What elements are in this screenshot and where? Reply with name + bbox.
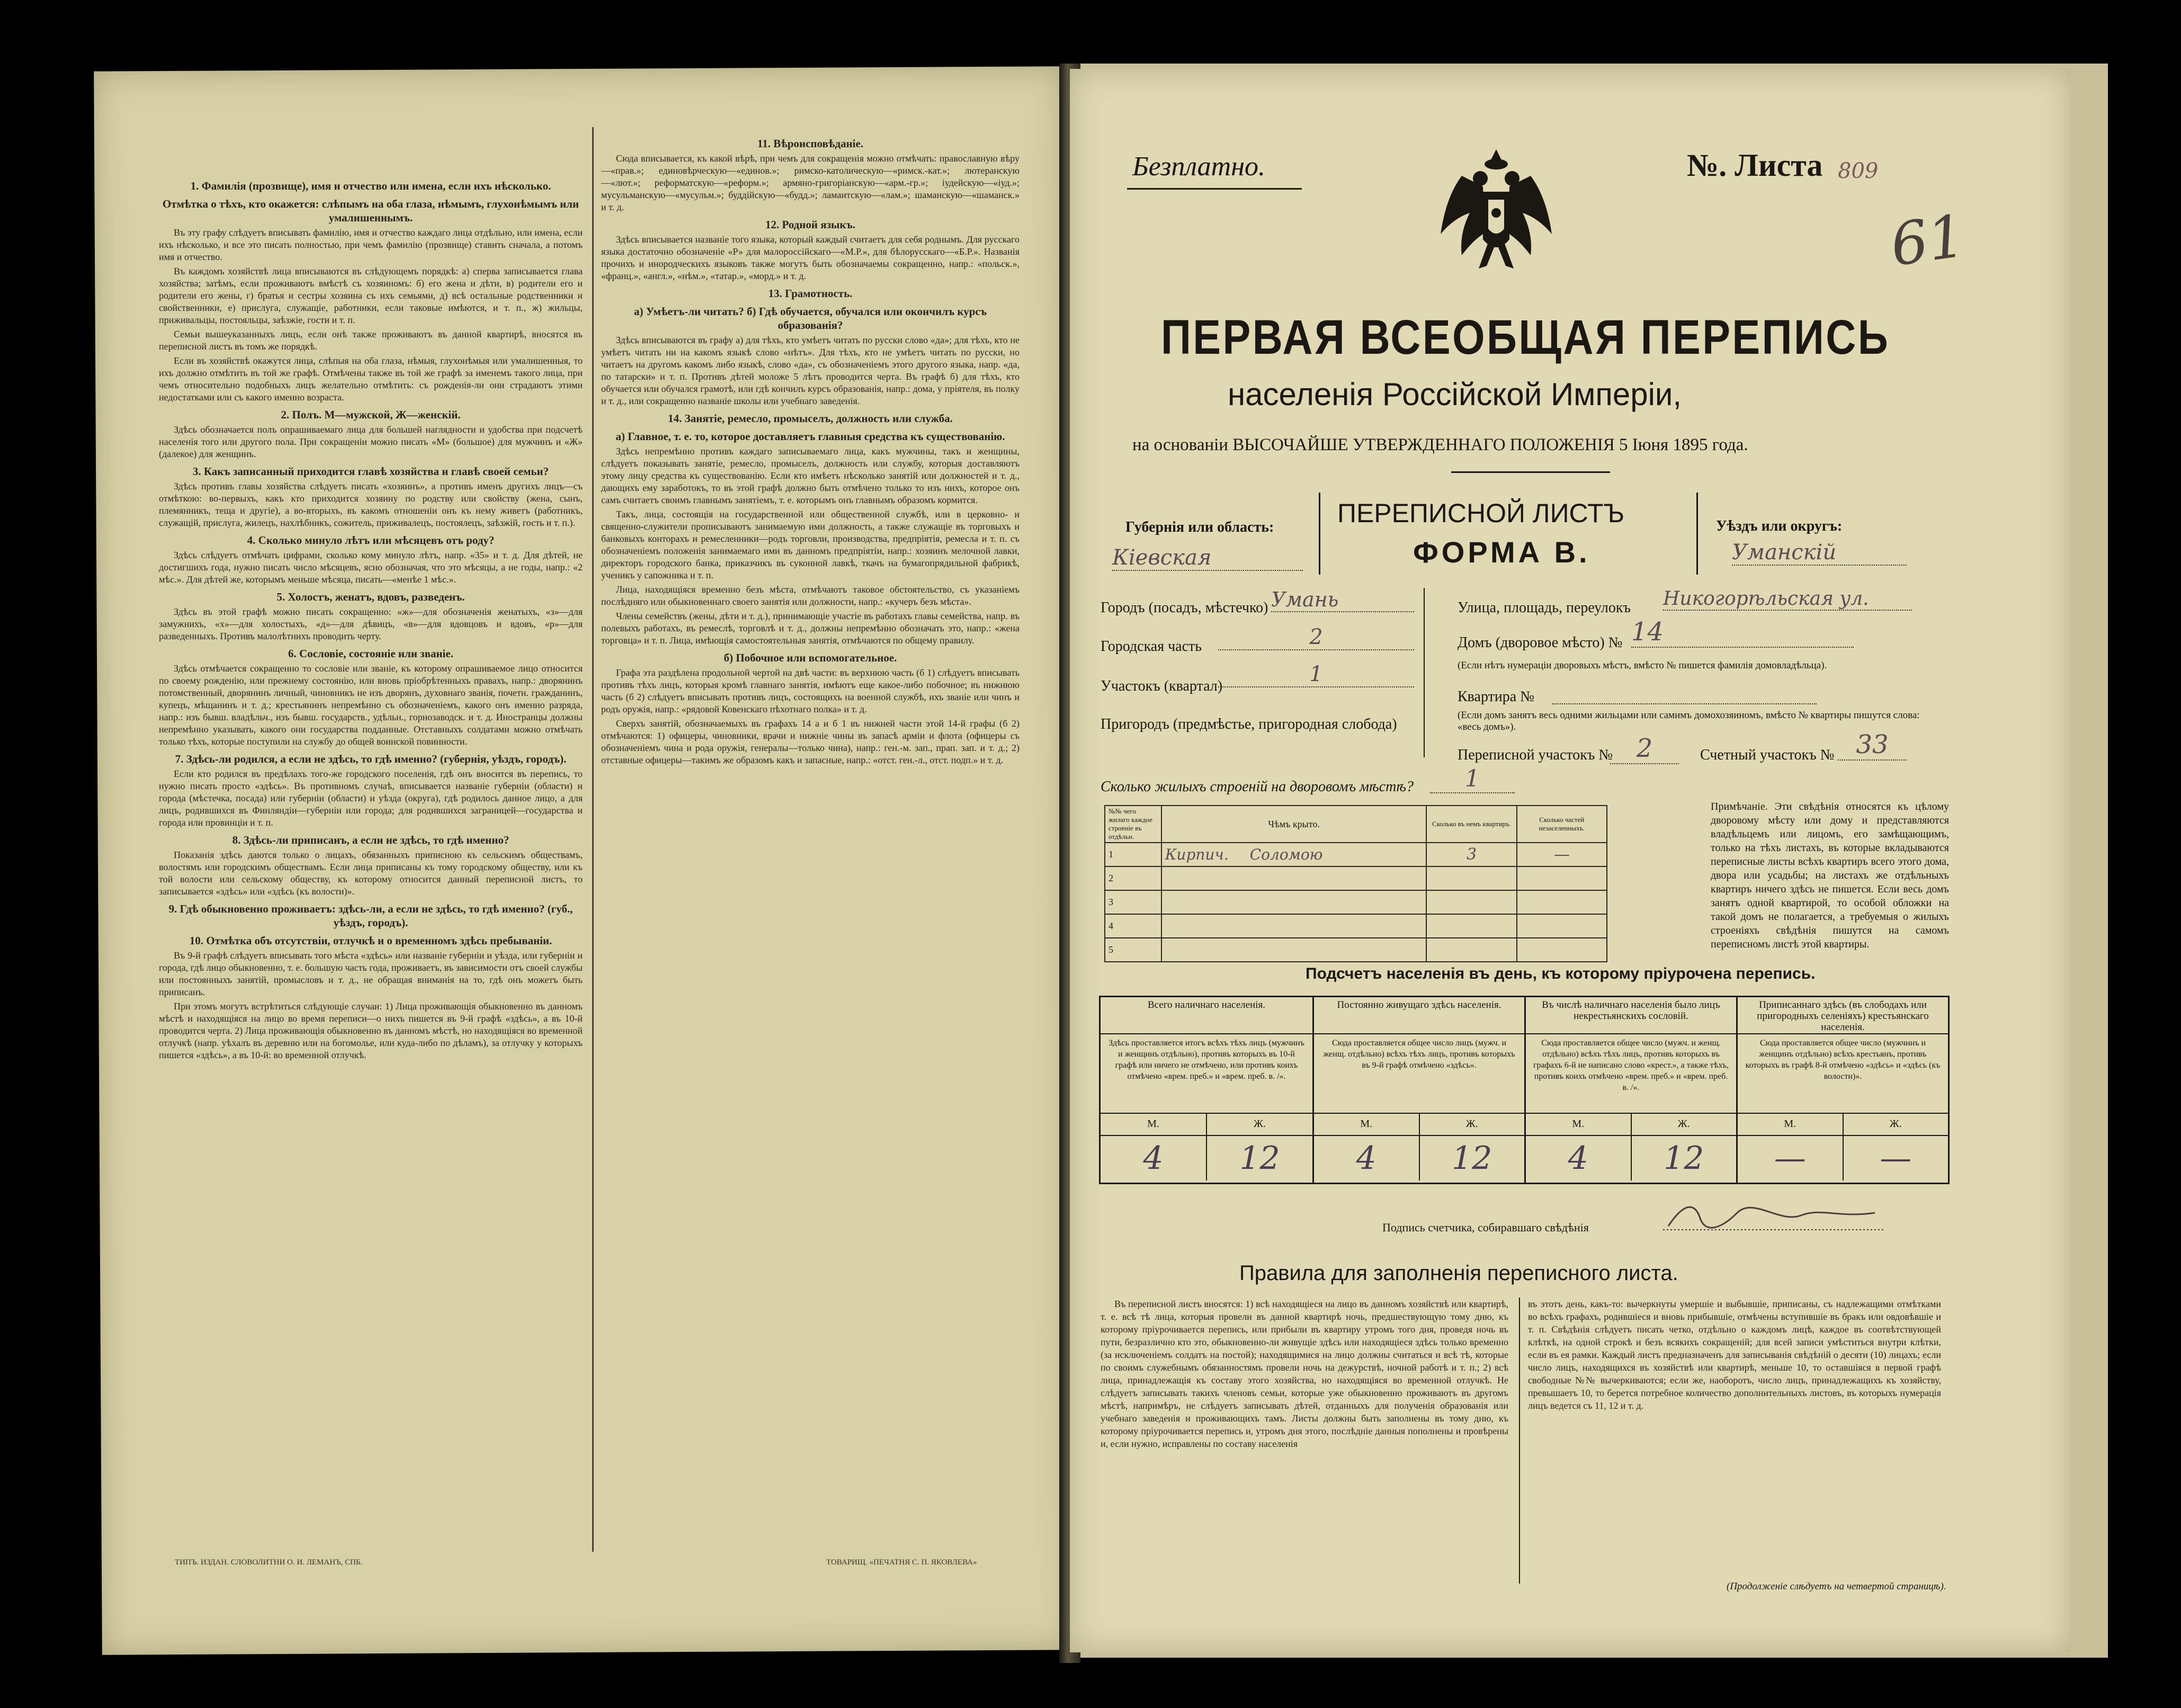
city-part-value: 2 (1218, 625, 1414, 650)
section-heading: 3. Какъ записанный приходится главѣ хозяйства и главѣ своей семьи? (192, 465, 549, 478)
bt-cell-roof (1161, 914, 1427, 938)
count-column (1312, 997, 1524, 1183)
column-divider (592, 127, 594, 1552)
section-heading: 11. Вѣроисповѣданіе. (757, 137, 864, 150)
paragraph: Здѣсь вписываются въ графу а) для тѣхъ, кто умѣетъ читать по русски слово «да»; для тѣхъ, кто не умѣетъ читать ни на какомъ языкѣ слово «нѣтъ». Для тѣхъ, кто не умѣетъ читать по русски, но читаетъ на другомъ какомъ либо языкѣ, слово «да», съ обозначеніемъ этого другого языка, напр. «да, по татарски» и т. п. Противъ дѣтей моложе 5 лѣтъ проводится черта. Въ графѣ б) для тѣхъ, кто обучается или обучался грамотѣ, или гдѣ кончилъ курсъ образованія, напр.: дома, у пріятеля, въ полку и т. д., или сокращенно названіе школы или учебнаго заведенія. (601, 335, 1020, 406)
free-underline (1127, 188, 1302, 190)
rules-column-2: въ этотъ день, какъ-то: вычеркнуты умершіе и выбывшіе, приписаны, съ надлежащими отмѣтками во всѣхъ графахъ, родившіеся и вновь прибывшіе, отмѣчены вступившіе въ бракъ или овдовѣвшіе и т. п. Свѣдѣнія слѣдуетъ писать четко, отдѣльно о каждомъ лицѣ, каждое въ соотвѣтствующей клѣткѣ, на одной строкѣ и безъ всякихъ сокращеній; для всей записи умѣститься внутри клѣтки, если въ ея рамки. Каждый листъ предназначенъ для записыванія свѣдѣній о десяти (10) лицахъ; если число лицъ, находящихся въ хозяйствѣ или квартирѣ, меньше 10, то оставшіяся в первой графѣ свободные №№ вычеркиваются; если же, наоборотъ, число лицъ, принадлежащихъ къ хозяйству, превышаетъ 10, то берется потребное количество дополнительныхъ листовъ, въ которыхъ нумерація лицъ ведется съ 11, 12 и т. д. (1528, 1299, 1941, 1411)
table-row (1105, 890, 1607, 914)
bt-cell-apts (1426, 866, 1516, 890)
male-label: М. (1101, 1114, 1207, 1135)
bt-cell-apts (1426, 938, 1516, 962)
paragraph: Лица, находящіяся временно безъ мѣста, отмѣчаютъ таковое обстоятельство, съ указаніемъ послѣдняго или обыкновеннаго своего занятія или должности, напр.: «кучеръ безъ мѣста». (601, 584, 1020, 607)
count-column (1524, 997, 1736, 1183)
left-page-column-1 (159, 175, 583, 1552)
buildings-answer: 1 (1430, 765, 1515, 793)
count-header: Всего наличнаго населенія. (1101, 997, 1312, 1034)
rules-column-1: Въ переписной листъ вносятся: 1) всѣ находящіеся на лицо въ данномъ хозяйствѣ или квартирѣ, т. е. всѣ тѣ лица, которыя провели въ данной квартирѣ ночь, предшествующую тому дню, къ которому пріурочивается перепись, или прибыли въ квартиру утромъ того дня, проведя ночь въ пути, безразлично кто это, обыкновенно-ли живущіе здѣсь или находящіеся здѣсь только временно (за исключеніемъ солдатъ на постой); находящимися на лицо должны считаться и всѣ тѣ, которые по своимъ служебнымъ обязанностямъ провели ночь на дежурствѣ, ночной работѣ и т. п.; 2) всѣ лица, принадлежащія къ составу этого хозяйства, но находящіяся во временной отлучкѣ. Не слѣдуетъ записывать такихъ членовъ семьи, которые уже обыкновенно проживаютъ въ другомъ мѣстѣ, напримѣръ, не слѣдуетъ записывать дѣтей, отданныхъ для полученія образованія или учебнаго заведенія и проживающихъ тамъ. Листы должны быть заполнены въ тому дню, къ которому пріурочивается перепись и, утромъ дня этого, послѣдніе данныя пополнены и провѣрены и, если нужно, исправлены по составу населенія (1101, 1299, 1508, 1449)
count-description: Сюда проставляется общее число лицъ (мужч. и женщ. отдѣльно) всѣхъ тѣхъ лицъ, противъ которыхъ въ 9-й графѣ отмѣчено «здѣсь». (1314, 1034, 1524, 1114)
count-column (1736, 997, 1948, 1183)
paragraph: Здѣсь вписывается названіе того языка, который каждый считаетъ для себя роднымъ. Для русскаго языка достаточно обозначеніе «Р» для малороссійскаго—«М.Р.», для бѣлорусскаго—«Б.Р.». Названія прочихъ и инородческихъ языковъ также могутъ быть обозначаемы сокращенно, напр.: «польск.», «франц.», «англ.», «нѣм.», «татар.», «морд.» и т. д. (601, 234, 1020, 281)
apartment-note: (Если домъ занятъ весь одними жильцами или самимъ домохозяиномъ, вмѣсто № квартиры пишутся слова: «весь домъ»). (1458, 710, 1920, 732)
section-heading: 12. Родной языкъ. (765, 218, 856, 231)
rules-title: Правила для заполненія переписного листа. (1239, 1262, 1678, 1285)
paragraph: Сверхъ занятій, обозначаемыхъ въ графахъ 14 а и б 1 въ нижней части этой 14-й графы (б 2) отмѣчаются: 1) офицеры, чиновники, врачи и нижніе чины въ запасѣ арміи и флота (офицеры съ обозначеніемъ чина и рода оружія, генералы—только чина), напр.: ген.-м. зап., прап. зап. и т. д.; 2) отставные офицеры—такимъ же образомъ какъ и запасные, напр.: «отст. ген.-л., отст. подп.» и т. д. (601, 718, 1020, 765)
count-header: Въ числѣ наличнаго населенія было лицъ некрестьянскихъ сословій. (1526, 997, 1736, 1034)
gubernia-value: Кіевская (1112, 546, 1303, 571)
bt-cell-apts (1426, 890, 1516, 914)
title-rule (1451, 471, 1610, 473)
paragraph: Члены семействъ (жены, дѣти и т. д.), принимающіе участіе въ работахъ главы семейства, напр. въ полевыхъ работахъ, въ ремеслѣ, торговлѣ и т. д., должны непремѣнно обозначать это, напр.: «жена торговца» и т. п. Лица, имѣющія самостоятельныя занятія, отмѣчаются по общему правилу. (601, 611, 1020, 646)
rules-column-divider (1519, 1298, 1520, 1584)
female-count-value: 12 (1239, 1140, 1280, 1177)
section-heading: 4. Сколько минуло лѣтъ или мѣсяцевъ отъ роду? (247, 534, 495, 547)
bt-cell-empty (1517, 866, 1607, 890)
rules-continuation: (Продолженіе слѣдуетъ на четвертой страницѣ). (1727, 1581, 1946, 1592)
paragraph: Если въ хозяйствѣ окажутся лица, слѣпыя на оба глаза, нѣмыя, глухонѣмыя или умалишенныя, то ихъ должно отмѣтить въ той же графѣ. Отмѣчены также въ той же графѣ за именемъ такого лица, при чемъ относительно подобныхъ лицъ желательно отмѣтить: съ рожденія-ли они страдаютъ этими недостатками или съ какого именно возраста. (159, 355, 583, 403)
male-count-value: 4 (1526, 1136, 1632, 1181)
section-heading: 14. Занятіе, ремесло, промыселъ, должность или служба. (668, 412, 953, 425)
male-label: М. (1314, 1114, 1420, 1135)
left-footer-imprint: ТИПЪ. ИЗДАН. СЛОВОЛИТНИ О. И. ЛЕМАНЪ, СПБ. (175, 1558, 363, 1567)
female-label: Ж. (1465, 1118, 1478, 1130)
form-title: ПЕРЕПИСНОЙ ЛИСТЪ (1337, 498, 1625, 528)
counting-district-label: Счетный участокъ № (1700, 747, 1835, 763)
paragraph: Графа эта раздѣлена продольной чертой на двѣ части: въ верхнюю часть (б 1) слѣдуетъ вписывать противъ тѣхъ лицъ, которыя кромѣ главнаго занятія, имѣютъ еще какое-либо побочное; въ нижнюю часть (б 2) слѣдуетъ вписывать противъ лицъ, состоящихъ на военной службѣ, ихъ званіе или чинъ и родъ оружія, напр.: «рядовой Ковенскаго пѣхотнаго полка» и т. д. (601, 667, 1020, 714)
paragraph: Если кто родился въ предѣлахъ того-же городского поселенія, гдѣ онъ вносится въ перепись, то нужно писать просто «здѣсь». Въ противномъ случаѣ, вписывается названіе губерніи (области) и города (мѣстечка, посада) или губерніи (области) и уѣзда (округа), гдѣ родилось данное лицо, а для лицъ, родившихся въ Финляндіи—губерніи или города; для родившихся заграницей—государства и города или провинціи и т. п. (159, 768, 583, 828)
table-row (1105, 914, 1607, 938)
uchastok-label: Участокъ (квартал) (1101, 678, 1223, 694)
male-count-value: 4 (1314, 1136, 1420, 1181)
sex-header-row (1738, 1114, 1948, 1136)
population-count-table (1099, 996, 1950, 1184)
sheet-number-value: 809 (1838, 159, 1879, 183)
imperial-eagle-emblem (1430, 139, 1562, 276)
section-heading: 8. Здѣсь-ли приписанъ, а если не здѣсь, то гдѣ именно? (232, 834, 510, 846)
paragraph: Показанія здѣсь даются только о лицахъ, обязанныхъ приписною къ сельскимъ обществамъ, волостямъ или городскимъ обществамъ. Если лица приписаны къ тому городскому обществу, или къ той волости или сельскому обществу, къ которому относится данный переписной листъ, то записывается «здѣсь» или «здѣсь (къ волости)». (159, 849, 583, 897)
paragraph: Семьи вышеуказанныхъ лицъ, если онѣ также проживаютъ въ данной квартирѣ, вносятся въ переписной листъ въ томъ же порядкѣ. (159, 329, 583, 352)
count-description: Сюда проставляется общее число (мужч. и женщ. отдѣльно) всѣхъ тѣхъ лицъ, противъ которыхъ въ графахъ 6-й не написано слово «крест.», а также тѣхъ, противъ коихъ отмѣчено «врем. преб.» и «врем. преб. в. /». (1526, 1034, 1736, 1114)
count-values-row (1526, 1136, 1736, 1181)
count-header: Постоянно живущаго здѣсь населенія. (1314, 997, 1524, 1034)
paragraph: Въ каждомъ хозяйствѣ лица вписываются въ слѣдующемъ порядкѣ: а) сперва записывается глава хозяйства; затѣмъ, если проживаютъ вмѣстѣ съ хозяиномъ: б) его жена и дѣти, в) родители его и родители его жены, г) братья и сестры хозяина съ ихъ семьями, д) всѣ остальные родственники и свойственники, е) прислуга, служащіе, работники, если таковые имѣются, и т. п., ж) жильцы, приживальцы, постояльцы, заѣзжіе, гости и т. п. (159, 266, 583, 325)
signature-label: Подпись счетчика, собиравшаго свѣдѣнія (1382, 1221, 1589, 1234)
section-heading: 2. Полъ. М—мужской, Ж—женскій. (281, 408, 461, 421)
female-label: Ж. (1889, 1118, 1902, 1130)
house-value: 14 (1631, 617, 1854, 648)
street-label: Улица, площадь, переулокъ (1458, 600, 1631, 616)
sex-header-row (1526, 1114, 1736, 1136)
count-column (1101, 997, 1312, 1183)
count-description: Здѣсь проставляется итогъ всѣхъ тѣхъ лицъ (мужчинъ и женщинъ отдѣльно), противъ которыхъ въ 10-й графѣ или ничего не отмѣчено, или противъ коихъ отмѣчено «врем. преб.» и «врем. преб. в. /». (1101, 1034, 1312, 1114)
bt-cell-roof (1161, 938, 1427, 962)
female-count-value: 12 (1452, 1140, 1492, 1177)
census-main-title: ПЕРВАЯ ВСЕОБЩАЯ ПЕРЕПИСЬ (1161, 310, 1890, 364)
section-heading: 10. Отмѣтка объ отсутствіи, отлучкѣ и о временномъ здѣсь пребываніи. (189, 934, 552, 947)
paragraph: Здѣсь отмѣчается сокращенно то сословіе или званіе, къ которому опрашиваемое лицо относится по своему рожденію, или прежнему состоянію, или вновь пріобрѣтенныхъ правахъ, напр.: дворянинъ потомственный, дворянинъ личный, чиновникъ не изъ дворянъ, духовнаго званія, почетн. гражданинъ, купецъ, мѣщанинъ и т. д.; крестьянинъ непремѣнно съ обозначеніемъ, какого онъ именно разряда, напр.: изъ бывш. владѣльч., изъ бывш. государств., удѣльн., горнозаводск. и т. д. Иностранцы должны непремѣнно указывать, какого они государства подданные. Отставныхъ солдатами можно отмѣчать только тѣхъ, которые поступили на службу до общей воинской повинности. (159, 663, 583, 747)
table-row (1105, 843, 1607, 866)
section-heading: 7. Здѣсь-ли родился, а если не здѣсь, то гдѣ именно? (губернія, уѣздъ, городъ). (175, 753, 567, 765)
bt-cell-roof (1161, 890, 1427, 914)
city-part-label: Городская часть (1101, 638, 1202, 655)
paragraph: Въ эту графу слѣдуетъ вписывать фамилію, имя и отчество каждаго лица отдѣльно, или имена, если ихъ нѣсколько, и все это писать полностью, при чемъ фамилію (прозвище) ставить сначала, а потомъ имя и отчество. (159, 227, 583, 262)
bt-header-roof: Чѣмъ крыто. (1161, 806, 1427, 843)
paragraph: Въ 9-й графѣ слѣдуетъ вписывать того мѣста «здѣсь» или названіе губерніи и уѣзда, или губерніи и города, гдѣ лицо обыкновенно, т. е. большую часть года, проживаетъ, въ зависимости отъ своей службы или постоянныхъ занятій, промысловъ и т. д., не обращая вниманія на то, гдѣ онъ можетъ быть приписанъ. (159, 950, 583, 997)
count-description: Сюда проставляется общее число (мужчинъ и женщинъ отдѣльно) всѣхъ крестьянъ, противъ которыхъ въ графѣ 8-й отмѣчено «здѣсь» и «здѣсь (къ волости)». (1738, 1034, 1948, 1114)
male-count-value: 4 (1101, 1136, 1207, 1181)
free-of-charge-label: Безплатно. (1132, 151, 1266, 182)
section-heading: Отмѣтка о тѣхъ, кто окажется: слѣпымъ на оба глаза, нѣмымъ, глухонѣмымъ или умалишеннымъ. (162, 198, 579, 224)
section-heading: б) Побочное или вспомогательное. (723, 651, 897, 664)
address-divider (1424, 588, 1425, 757)
bt-cell-number: 3 (1105, 890, 1161, 914)
uchastok-value: 1 (1218, 662, 1414, 687)
female-count-value: — (1880, 1140, 1912, 1177)
uezd-value: Уманскій (1732, 540, 1907, 566)
bt-cell-number: 5 (1105, 938, 1161, 962)
bt-cell-empty (1517, 938, 1607, 962)
table-row (1105, 938, 1607, 962)
sheet-number-label: №. Листа (1687, 148, 1823, 183)
left-footer-printer: ТОВАРИЩ. «ПЕЧАТНЯ С. П. ЯКОВЛЕВА» (826, 1558, 977, 1567)
section-heading: 1. Фамилія (прозвище), имя и отчество или имена, если ихъ нѣсколько. (190, 180, 551, 192)
apartment-label: Квартира № (1458, 688, 1534, 705)
bt-cell-apts: 3 (1426, 843, 1516, 866)
female-label: Ж. (1254, 1118, 1266, 1130)
buildings-question: Сколько жилыхъ строеній на дворовомъ мѣстѣ? (1101, 779, 1414, 795)
census-district-label: Переписной участокъ № (1458, 747, 1613, 763)
bt-cell-empty: — (1517, 843, 1607, 866)
bt-cell-number: 4 (1105, 914, 1161, 938)
uezd-label: Уѣздъ или округъ: (1716, 518, 1843, 534)
section-heading: а) Умѣетъ-ли читать? б) Гдѣ обучается, обучался или окончилъ курсъ образованія? (634, 305, 987, 332)
house-label: Домъ (дворовое мѣсто) № (1458, 634, 1623, 651)
prigorod-label: Пригородъ (предмѣстье, пригородная слобода) (1101, 716, 1397, 732)
male-count-value: — (1738, 1136, 1844, 1181)
bt-cell-number: 1 (1105, 843, 1161, 866)
bt-cell-empty (1517, 914, 1607, 938)
counting-district-value: 33 (1838, 730, 1907, 761)
count-values-row (1314, 1136, 1524, 1181)
section-heading: 9. Гдѣ обыкновенно проживаетъ: здѣсь-ли, а если не здѣсь, то гдѣ именно? (губ., уѣздъ, городъ). (168, 902, 573, 929)
bt-header-empty: Сколько частей незаселенныхъ. (1517, 806, 1607, 843)
census-legal-basis: на основаніи ВЫСОЧАЙШЕ УТВЕРЖДЕННАГО ПОЛОЖЕНІЯ 5 Іюня 1895 года. (1132, 435, 1748, 454)
section-heading: 5. Холостъ, женатъ, вдовъ, разведенъ. (276, 591, 465, 603)
paragraph: Здѣсь въ этой графѣ можно писать сокращенно: «ж»—для обозначенія женатыхъ, «з»—для замужнихъ, «х»—для холостыхъ, «д»—для дѣвицъ, «в»—для вдовцовъ и вдовъ, «р»—для разведенныхъ. Противъ малолѣтнихъ проводить черту. (159, 606, 583, 641)
bt-cell-empty (1517, 890, 1607, 914)
count-values-row (1101, 1136, 1312, 1181)
section-heading: 13. Грамотность. (768, 287, 853, 300)
bt-roof-material: Соломою (1249, 846, 1323, 863)
count-values-row (1738, 1136, 1948, 1181)
apartment-line (1552, 703, 1817, 704)
population-count-title: Подсчетъ населенія въ день, къ которому пріурочена перепись. (1306, 965, 1816, 982)
paragraph: Здѣсь непремѣнно противъ каждаго записываемаго лица, какъ мужчины, такъ и женщины, слѣдуетъ показывать занятіе, ремесло, промыселъ, должность или службу, которыя доставляютъ этому лицу средства къ существованію. Если кто имѣетъ нѣсколько занятій или должностей и т. д., дающихъ ему заработокъ, то въ этой графѣ должно быть отмѣчено только то изъ нихъ, которое онъ самъ считаетъ своимъ главнымъ занятіемъ, т. е. которымъ онъ главнымъ образомъ кормится. (601, 446, 1020, 505)
paragraph: Такъ, лица, состоящія на государственной или общественной службѣ, или в церковно- и священно-служители прописываютъ занимаемую ими должность, а также служащіе въ торговыхъ и банковыхъ конторахъ и ремесленники—родъ торговли, производства, предпріятія, ремесла и т. п. съ обозначеніемъ положенія занимаемаго ими въ данномъ предпріятіи, напр.: хозяинъ мелочной лавки, директоръ городского банка, приказчикъ въ суконной лавкѣ, ткачъ на бумагопрядильной фабрикѣ, ученикъ у сапожника и т. п. (601, 509, 1020, 580)
gubernia-label: Губернія или область: (1125, 519, 1274, 535)
male-label: М. (1738, 1114, 1844, 1135)
bt-header-no: №№ чего жилаго каждое строеніе въ отдѣльн. (1105, 806, 1161, 843)
count-header: Приписаннаго здѣсь (въ слободахъ или пригородныхъ селеніяхъ) крестьянскаго населенія. (1738, 997, 1948, 1034)
sex-header-row (1101, 1114, 1312, 1136)
bt-cell-number: 2 (1105, 866, 1161, 890)
bt-building-type: Кирпич. (1165, 846, 1229, 863)
form-letter: ФОРМА В. (1413, 535, 1590, 569)
bt-cell-apts (1426, 914, 1516, 938)
bt-cell-roof (1161, 843, 1427, 866)
female-label: Ж. (1677, 1118, 1690, 1130)
paragraph: Здѣсь слѣдуетъ отмѣчать цифрами, сколько кому минуло лѣтъ, напр. «35» и т. д. Для дѣтей, не достигшихъ года, нужно писать число мѣсяцевъ, ясно обозначая, что это мѣсяцы, а не годы, напр.: «2 мѣс.». Для дѣтей же, которымъ меньше мѣсяца, писать—«менѣе 1 мѣс.». (159, 550, 583, 585)
female-count-value: 12 (1664, 1140, 1704, 1177)
male-label: М. (1526, 1114, 1632, 1135)
city-value: Умань (1271, 588, 1414, 612)
paragraph: Сюда вписывается, къ какой вѣрѣ, при чемъ для сокращенія можно отмѣчать: православную вѣру—«прав.»; единовѣрческую—«единов.»; римско-католическую—«римск.-кат.»; лютеранскую—«лют.»; реформатскую—«реформ.»; армяно-григоріанскую—«арм.-гр.»; іудейскую—«іуд.»; мусульманскую—«мусульм.»; буддійскую—«будд.»; ламаитскую—«лам.»; шаманскую—«шаманск.» и т. д. (601, 153, 1020, 212)
city-label: Городъ (посадъ, мѣстечко) (1101, 600, 1268, 616)
census-district-value: 2 (1610, 734, 1679, 764)
bt-cell-roof (1161, 866, 1427, 890)
left-page-column-2 (601, 132, 1020, 1536)
paragraph: Здѣсь обозначается полъ опрашиваемаго лица для большей наглядности и удобства при подсчетѣ населенія того или другого пола. При сокращеніи можно писать «М» (большое) для мужчинъ и «Ж» (далекое) для женщинъ. (159, 424, 583, 459)
paragraph: При этомъ могутъ встрѣтиться слѣдующіе случаи: 1) Лица проживающія обыкновенно въ данномъ мѣстѣ и находящіяся на лицо во время переписи—о нихъ пишется въ 9-й графѣ «здѣсь», а въ 10-й проводится черта. 2) Лица проживающія обыкновенно въ данномъ мѣстѣ, но находящіяся во временной отлучкѣ (напр. уѣхалъ въ деревню или на богомолье, или куда-либо по дѣламъ), за отлучку у которыхъ пишется «здѣсь», а въ 10-й: во временной отлучкѣ. (159, 1001, 583, 1060)
house-note: (Если нѣтъ нумераціи дворовыхъ мѣстъ, вмѣсто № пишется фамилія домовладѣльца). (1458, 660, 1827, 671)
section-heading: а) Главное, т. е. то, которое доставляетъ главныя средства къ существованію. (615, 430, 1005, 443)
enumerator-signature (1663, 1197, 1885, 1234)
section-heading: 6. Сословіе, состояніе или званіе. (288, 647, 453, 660)
buildings-table (1104, 805, 1607, 962)
street-value: Никогорѣльская ул. (1663, 588, 1912, 611)
corner-handwritten-number: 61 (1886, 201, 1970, 280)
bt-header-apts: Сколько въ немъ квартиръ. (1426, 806, 1516, 843)
table-row (1105, 866, 1607, 890)
sex-header-row (1314, 1114, 1524, 1136)
buildings-note: Примѣчаніе. Эти свѣдѣнія относятся къ цѣлому дворовому мѣсту или дому и представляются владѣльцемъ или лицомъ, его замѣщающимъ, только на тѣхъ листахъ, въ которые вкладываются переписные листы всѣхъ квартиръ всего этого дома, двора или усадьбы; на листахъ же отдѣльныхъ квартиръ ничего здѣсь не пишется. Если весь домъ занятъ одной квартирой, то особой обложки на такой домъ не полагается, а требуемыя о жилыхъ строеніяхъ свѣдѣнія пишутся на самомъ переписномъ листѣ этой квартиры. (1711, 801, 1949, 950)
census-subtitle: населенія Россійской Имперіи, (1228, 377, 1682, 412)
paragraph: Здѣсь противъ главы хозяйства слѣдуетъ писать «хозяинъ», а противъ именъ другихъ лицъ—съ отмѣткою: во-первыхъ, какъ кто приходится хозяину по родству или свойству (жена, сынъ, племянникъ, теща и другіе), а во-вторыхъ, въ какомъ отношеніи онъ къ нему живетъ (работникъ, служащій, прислуга, жилецъ, нахлѣбникъ, сожитель, приживалецъ, постоялецъ, заѣзжій, гость и т. п.). (159, 481, 583, 528)
